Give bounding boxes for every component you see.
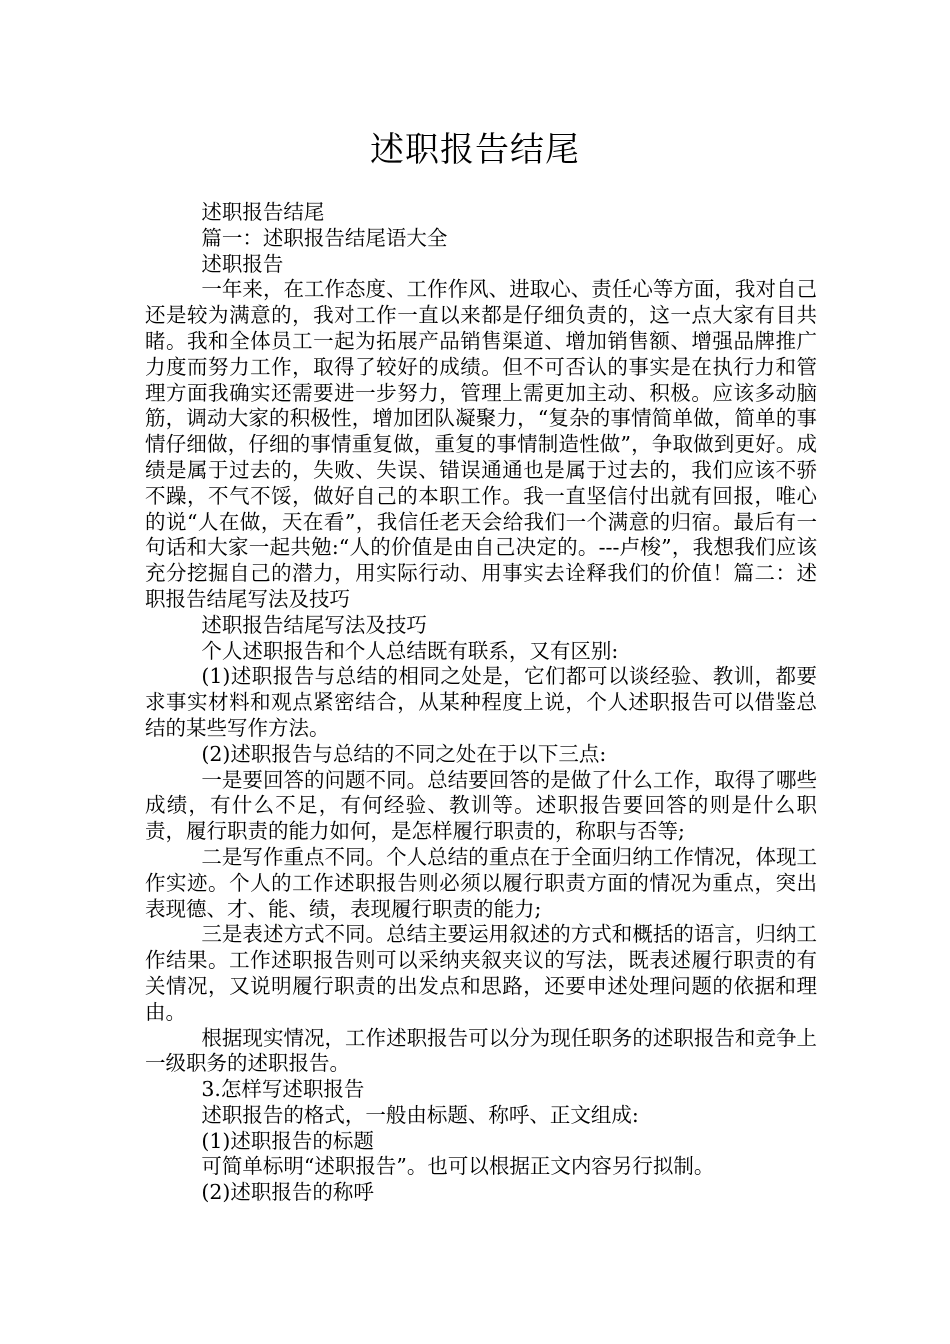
paragraph: 个人述职报告和个人总结既有联系，又有区别: xyxy=(201,638,619,663)
paragraph: 述职报告 xyxy=(201,251,284,276)
paragraph: 可简单标明“述职报告”。也可以根据正文内容另行拟制。 xyxy=(201,1154,715,1179)
paragraph: 根据现实情况，工作述职报告可以分为现任职务的述职报告和竞争上一级职务的述职报告。 xyxy=(145,1025,817,1076)
paragraph: 篇一：述职报告结尾语大全 xyxy=(201,225,448,250)
paragraph: 3.怎样写述职报告 xyxy=(201,1077,365,1102)
paragraph: 述职报告结尾 xyxy=(201,200,325,224)
paragraph: 一年来，在工作态度、工作作风、进取心、责任心等方面，我对自己还是较为满意的，我对工作一直以来都是仔细负责的，这一点大家有目共睹。我和全体员工一起为拓展产品销售渠道、增加销售额、增强品牌推广力度而努力工作，取得了较好的成绩。但不可否认的事实是在执行力和管理方面我确实还需要进一步努力，管理上需更加主动、积极。应该多动脑筋，调动大家的积极性，增加团队凝聚力，“复杂的事情简单做，简单的事情仔细做，仔细的事情重复做，重复的事情制造性做”，争取做到更好。成绩是属于过去的，失败、失误、错误通通也是属于过去的，我们应该不骄不躁，不气不馁，做好自己的本职工作。我一直坚信付出就有回报，唯心的说“人在做，天在看”，我信任老天会给我们一个满意的归宿。最后有一句话和大家一起共勉:“人的价值是由自己决定的。---卢梭”，我想我们应该充分挖掘自己的潜力，用实际行动、用事实去诠释我们的价值！篇二：述职报告结尾写法及技巧 xyxy=(145,277,817,611)
paragraph: (2)述职报告的称呼 xyxy=(201,1180,374,1205)
document-title: 述职报告结尾 xyxy=(370,130,580,170)
paragraph: (1)述职报告的标题 xyxy=(201,1128,374,1153)
paragraph: 述职报告的格式，一般由标题、称呼、正文组成: xyxy=(201,1102,639,1127)
paragraph: 述职报告结尾写法及技巧 xyxy=(201,612,427,637)
paragraph: (1)述职报告与总结的相同之处是，它们都可以谈经验、教训，都要求事实材料和观点紧密结合，从某种程度上说，个人述职报告可以借鉴总结的某些写作方法。 xyxy=(145,664,817,740)
document-body xyxy=(145,200,817,1206)
paragraph: 一是要回答的问题不同。总结要回答的是做了什么工作，取得了哪些成绩，有什么不足，有何经验、教训等。述职报告要回答的则是什么职责，履行职责的能力如何，是怎样履行职责的，称职与否等; xyxy=(145,767,817,844)
paragraph: 二是写作重点不同。个人总结的重点在于全面归纳工作情况，体现工作实迹。个人的工作述职报告则必须以履行职责方面的情况为重点，突出表现德、才、能、绩，表现履行职责的能力; xyxy=(145,844,817,921)
paragraph: (2)述职报告与总结的不同之处在于以下三点: xyxy=(201,741,607,766)
paragraph: 三是表述方式不同。总结主要运用叙述的方式和概括的语言，归纳工作结果。工作述职报告则可以采纳夹叙夹议的写法，既表述履行职责的有关情况，又说明履行职责的出发点和思路，还要申述处理问题的依据和理由。 xyxy=(145,922,817,1024)
